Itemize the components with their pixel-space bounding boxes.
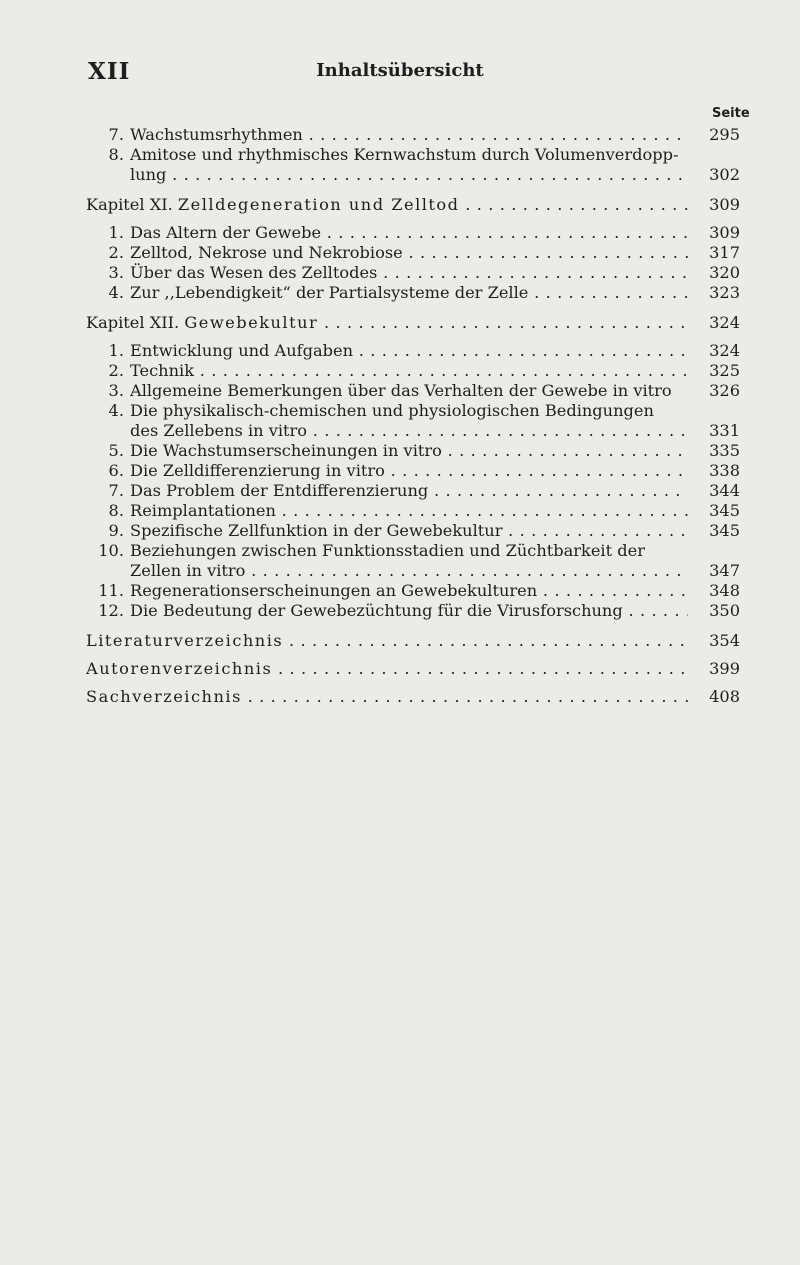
entry-page: 309 bbox=[709, 223, 740, 242]
toc-entry[interactable] bbox=[86, 521, 740, 541]
page-header bbox=[0, 58, 800, 88]
toc-entry[interactable] bbox=[86, 145, 740, 165]
entry-title: Entwicklung und Aufgaben . . . bbox=[130, 341, 688, 361]
toc-entry[interactable] bbox=[86, 481, 740, 501]
entry-page: 317 bbox=[709, 243, 740, 262]
entry-page: 320 bbox=[709, 263, 740, 282]
entry-number: 4. bbox=[108, 401, 124, 420]
entry-title: Technik . . . bbox=[130, 361, 688, 381]
toc-entry-continuation[interactable] bbox=[86, 165, 740, 185]
entry-title-continuation: des Zellebens in vitro . . . bbox=[130, 421, 688, 441]
entry-title: Die Zelldifferenzierung in vitro . . . bbox=[130, 461, 688, 481]
chapter-page: 309 bbox=[709, 195, 740, 214]
entry-title: Amitose und rhythmisches Kernwachstum durch Volumenverdopp- bbox=[130, 145, 679, 164]
toc-literaturverzeichnis[interactable] bbox=[86, 631, 740, 651]
toc-entry-continuation[interactable] bbox=[86, 421, 740, 441]
entry-title: Allgemeine Bemerkungen über das Verhalten der Gewebe in vitro bbox=[130, 381, 672, 400]
entry-number: 7. bbox=[108, 481, 124, 500]
entry-number: 8. bbox=[108, 145, 124, 164]
toc-autorenverzeichnis[interactable] bbox=[86, 659, 740, 679]
entry-number: 1. bbox=[108, 223, 124, 242]
entry-number: 10. bbox=[98, 541, 124, 560]
toc-entry[interactable] bbox=[86, 243, 740, 263]
toc-entry[interactable] bbox=[86, 361, 740, 381]
chapter-label: Kapitel XI. bbox=[86, 195, 173, 214]
entry-title: Die Bedeutung der Gewebezüchtung für die Virusforschung . . . bbox=[130, 601, 688, 621]
toc-entry[interactable] bbox=[86, 441, 740, 461]
section-title: Autorenverzeichnis . . . bbox=[86, 659, 688, 679]
entry-page: 345 bbox=[709, 501, 740, 520]
entry-title: Wachstumsrhythmen . . . bbox=[130, 125, 688, 145]
entry-title: Die physikalisch-chemischen und physiologischen Bedingungen bbox=[130, 401, 654, 420]
entry-title: Zur ,,Lebendigkeit“ der Partialsysteme der Zelle . . . bbox=[130, 283, 688, 303]
table-of-contents bbox=[86, 125, 740, 707]
entry-page: 331 bbox=[709, 421, 740, 440]
entry-page: 344 bbox=[709, 481, 740, 500]
entry-number: 5. bbox=[108, 441, 124, 460]
section-page: 399 bbox=[709, 659, 740, 678]
chapter-heading-xii[interactable] bbox=[86, 313, 740, 333]
entry-title: Zelltod, Nekrose und Nekrobiose . . . bbox=[130, 243, 688, 263]
entry-title: Das Problem der Entdifferenzierung . . . bbox=[130, 481, 688, 501]
entry-page: 323 bbox=[709, 283, 740, 302]
chapter-title: Zelldegeneration und Zelltod bbox=[177, 195, 460, 214]
entry-number: 4. bbox=[108, 283, 124, 302]
entry-page: 348 bbox=[709, 581, 740, 600]
entry-title: Über das Wesen des Zelltodes . . . bbox=[130, 263, 688, 283]
entry-number: 3. bbox=[108, 381, 124, 400]
toc-entry[interactable] bbox=[86, 223, 740, 243]
entry-page: 347 bbox=[709, 561, 740, 580]
entry-number: 8. bbox=[108, 501, 124, 520]
toc-entry[interactable] bbox=[86, 283, 740, 303]
entry-number: 2. bbox=[108, 361, 124, 380]
toc-sachverzeichnis[interactable] bbox=[86, 687, 740, 707]
entry-page: 335 bbox=[709, 441, 740, 460]
entry-title: Die Wachstumserscheinungen in vitro . . . bbox=[130, 441, 688, 461]
section-title: Literaturverzeichnis . . . bbox=[86, 631, 688, 651]
chapter-label: Kapitel XII. bbox=[86, 313, 180, 332]
entry-title: Regenerationserscheinungen an Gewebekulturen . . . bbox=[130, 581, 688, 601]
entry-page: 338 bbox=[709, 461, 740, 480]
section-page: 408 bbox=[709, 687, 740, 706]
toc-entry[interactable] bbox=[86, 501, 740, 521]
entry-number: 1. bbox=[108, 341, 124, 360]
entry-page: 325 bbox=[709, 361, 740, 380]
toc-entry-continuation[interactable] bbox=[86, 561, 740, 581]
entry-number: 2. bbox=[108, 243, 124, 262]
entry-title: Reimplantationen . . . bbox=[130, 501, 688, 521]
entry-number: 9. bbox=[108, 521, 124, 540]
toc-entry[interactable] bbox=[86, 125, 740, 145]
entry-page: 345 bbox=[709, 521, 740, 540]
toc-entry[interactable] bbox=[86, 341, 740, 361]
entry-number: 12. bbox=[98, 601, 124, 620]
entry-number: 11. bbox=[98, 581, 124, 600]
entry-page: 350 bbox=[709, 601, 740, 620]
toc-entry[interactable] bbox=[86, 461, 740, 481]
toc-entry[interactable] bbox=[86, 601, 740, 621]
toc-entry[interactable] bbox=[86, 581, 740, 601]
toc-entry[interactable] bbox=[86, 263, 740, 283]
chapter-page: 324 bbox=[709, 313, 740, 332]
entry-number: 7. bbox=[108, 125, 124, 144]
chapter-heading-xi[interactable] bbox=[86, 195, 740, 215]
section-page: 354 bbox=[709, 631, 740, 650]
entry-title-continuation: Zellen in vitro . . . bbox=[130, 561, 688, 581]
entry-number: 6. bbox=[108, 461, 124, 480]
running-title: Inhaltsübersicht bbox=[316, 60, 484, 81]
entry-page: 324 bbox=[709, 341, 740, 360]
page-column-label: Seite bbox=[712, 106, 750, 121]
entry-page: 295 bbox=[709, 125, 740, 144]
entry-title: Das Altern der Gewebe . . . bbox=[130, 223, 688, 243]
entry-title-continuation: lung . . . bbox=[130, 165, 688, 185]
toc-entry[interactable] bbox=[86, 541, 740, 561]
chapter-title: Gewebekultur bbox=[184, 313, 319, 332]
section-title: Sachverzeichnis . . . bbox=[86, 687, 688, 707]
page-number: XII bbox=[88, 58, 131, 85]
toc-entry[interactable] bbox=[86, 401, 740, 421]
toc-entry[interactable] bbox=[86, 381, 740, 401]
entry-number: 3. bbox=[108, 263, 124, 282]
entry-title: Beziehungen zwischen Funktionsstadien und Züchtbarkeit der bbox=[130, 541, 645, 560]
entry-page: 302 bbox=[709, 165, 740, 184]
entry-title: Spezifische Zellfunktion in der Gewebekultur . . . bbox=[130, 521, 688, 541]
entry-page: 326 bbox=[709, 381, 740, 400]
